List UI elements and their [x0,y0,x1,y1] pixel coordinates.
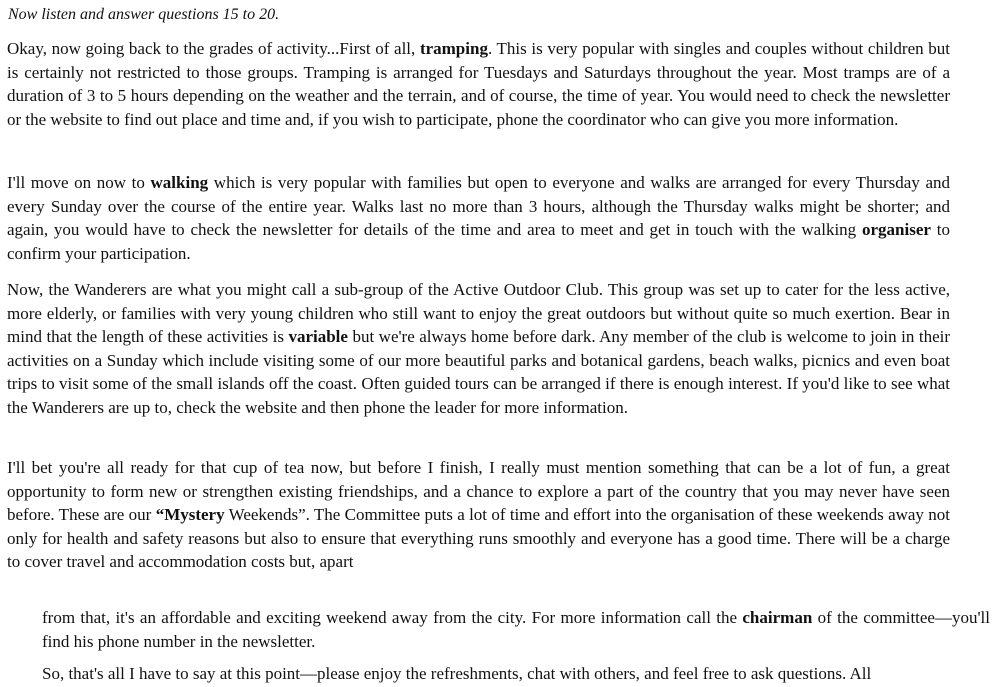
keyword-organiser: organiser [862,220,931,240]
section-heading: Now listen and answer questions 15 to 20. [8,6,280,23]
paragraph-wanderers [7,278,950,420]
paragraph-text: of the committee—you'll find his phone number in the newsletter. [42,608,990,651]
keyword-walking: walking [150,173,209,192]
paragraph-text: which is very popular with families but open to everyone and walks are arranged for every Thursday and every Sunday over the course of the entire year. Walks last no more than 3 hours, although the Thursday walks might be shorter; and again, you would have to check the newsletter for details of the time and area to meet and get in touch with the walking [7,173,950,240]
paragraph-text: Weekends”. The Committee puts a lot of time and effort into the organisation of these weekends away not only for health and safety reasons but also to ensure that everything runs smoothly and everyone has a good time. There will be a charge to cover travel and accommodation costs but, apart [7,505,950,572]
paragraph-closing [42,662,990,686]
paragraph-text: Okay, now going back to the grades of activity...First of all, [7,39,420,58]
paragraph-continuation [42,606,990,653]
paragraph-text: I'll bet you're all ready for that cup of tea now, but before I finish, I really must mention something that can be a lot of fun, a great opportunity to form new or strengthen existing friendships, and a chance to explore a part of the country that you may never have seen before. These are our [7,458,950,525]
keyword-mystery: “Mystery [155,505,225,525]
paragraph-tramping [7,37,950,131]
paragraph-text: I'll move on now to [7,173,151,192]
paragraph-text: to confirm your participation. [7,220,950,263]
paragraph-text: Now, the Wanderers are what you might call a sub-group of the Active Outdoor Club. This group was set up to cater for the less active, more elderly, or families with very young children who still want to enjoy the great outdoors but without quite so much exertion. Bear in mind that the length of these activities is [7,280,950,347]
paragraph-text: but we're always home before dark. Any member of the club is welcome to join in their activities on a Sunday which include visiting some of our more beautiful parks and botanical gardens, beach walks, picnics and even boat trips to visit some of the small islands off the coast. Often guided tours can be arranged if there is enough interest. If you'd like to see what the Wanderers are up to, check the website and then phone the leader for more information. [7,327,950,417]
keyword-tramping: tramping [419,39,488,58]
keyword-chairman: chairman [742,608,813,627]
paragraph-text: from that, it's an affordable and exciting weekend away from the city. For more information call the [42,608,743,627]
paragraph-walking [7,171,950,265]
paragraph-text: So, that's all I have to say at this point—please enjoy the refreshments, chat with others, and feel free to ask questions. All [42,664,872,683]
keyword-variable: variable [288,327,348,347]
paragraph-mystery-weekends [7,456,950,574]
paragraph-text: . This is very popular with singles and couples without children but is certainly not restricted to those groups. Tramping is arranged for Tuesdays and Saturdays throughout the year. Most tramps are of a duration of 3 to 5 hours depending on the weather and the terrain, and of course, the time of year. You would need to check the newsletter or the website to find out place and time and, if you wish to participate, phone the coordinator who can give you more information. [7,39,951,129]
